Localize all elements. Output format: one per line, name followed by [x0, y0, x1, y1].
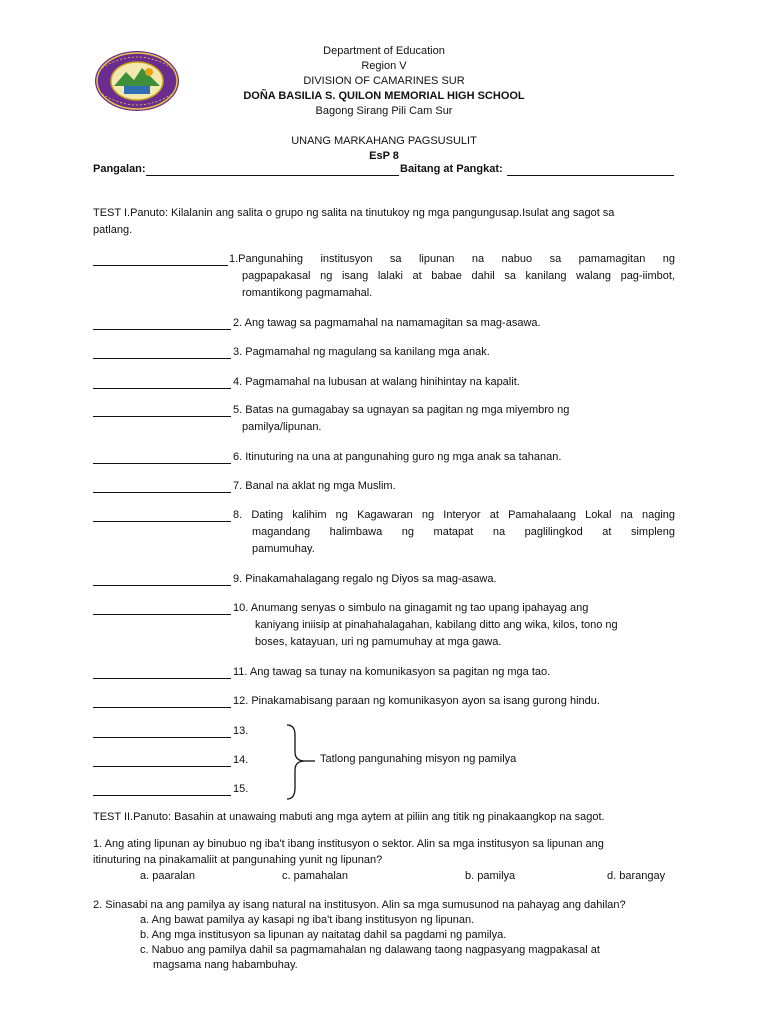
item-8: 8. Dating kalihim ng Kagawaran ng Interyor at Pamahalaang Lokal na naging: [233, 509, 675, 521]
answer-blank-15[interactable]: [93, 795, 231, 796]
header-department: Department of Education: [323, 45, 445, 57]
grade-section-label: Baitang at Pangkat:: [400, 163, 503, 175]
item-1: 1.Pangunahing institusyon sa lipunan na nabuo sa pamamagitan ng: [229, 253, 675, 265]
name-field[interactable]: [146, 175, 399, 176]
curly-brace-icon: [283, 722, 317, 802]
item-10-cont: kaniyang iniisip at pinahahalagahan, kabilang ditto ang wika, kilos, tono ng: [255, 619, 618, 631]
answer-blank-14[interactable]: [93, 766, 231, 767]
answer-blank-2[interactable]: [93, 329, 231, 330]
item-1-cont: pagpapakasal ng isang lalaki at babae dahil sa kanilang walang pag-iimbot,: [242, 270, 675, 282]
item-2: 2. Ang tawag sa pagmamahal na namamagitan sa mag-asawa.: [233, 317, 541, 329]
q1-option-a[interactable]: a. paaralan: [140, 870, 196, 882]
item-3: 3. Pagmamahal ng magulang sa kanilang mga anak.: [233, 346, 490, 358]
test1-instruction-cont: patlang.: [93, 224, 133, 236]
item-5-cont: pamilya/lipunan.: [242, 421, 322, 433]
question-1-cont: itinuturing na pinakamaliit at pangunahing yunit ng lipunan?: [93, 854, 383, 866]
answer-blank-8[interactable]: [93, 521, 231, 522]
answer-blank-9[interactable]: [93, 585, 231, 586]
answer-blank-6[interactable]: [93, 463, 231, 464]
answer-blank-12[interactable]: [93, 707, 231, 708]
question-2: 2. Sinasabi na ang pamilya ay isang natural na institusyon. Alin sa mga sumusunod na pahayag ang dahilan?: [93, 899, 626, 911]
item-15: 15.: [233, 783, 249, 795]
exam-title: UNANG MARKAHANG PAGSUSULIT: [291, 135, 477, 147]
q2-option-b[interactable]: b. Ang mga institusyon sa lipunan ay naitatag dahil sa pagdami ng pamilya.: [140, 929, 507, 941]
q2-option-a[interactable]: a. Ang bawat pamilya ay kasapi ng iba't ibang institusyon ng lipunan.: [140, 914, 475, 926]
item-5: 5. Batas na gumagabay sa ugnayan sa pagitan ng mga miyembro ng: [233, 404, 570, 416]
answer-blank-5[interactable]: [93, 416, 231, 417]
item-9: 9. Pinakamahalagang regalo ng Diyos sa mag-asawa.: [233, 573, 497, 585]
name-label: Pangalan:: [93, 163, 146, 175]
items-13-15-label: Tatlong pangunahing misyon ng pamilya: [320, 753, 517, 765]
exam-subject: EsP 8: [369, 150, 399, 162]
header-address: Bagong Sirang Pili Cam Sur: [315, 105, 453, 117]
answer-blank-1[interactable]: [93, 265, 228, 266]
item-7: 7. Banal na aklat ng mga Muslim.: [233, 480, 396, 492]
q1-option-d[interactable]: d. barangay: [607, 870, 666, 882]
answer-blank-3[interactable]: [93, 358, 231, 359]
q1-option-c[interactable]: c. pamahalan: [282, 870, 349, 882]
test1-instruction: TEST I.Panuto: Kilalanin ang salita o grupo ng salita na tinutukoy ng mga pangungusap.Isulat ang sagot sa: [93, 207, 615, 219]
q2-option-c[interactable]: c. Nabuo ang pamilya dahil sa pagmamahalan ng dalawang taong nagpasyang magpakasal at: [140, 944, 600, 956]
item-8-cont2: pamumuhay.: [252, 543, 315, 555]
item-10-cont2: boses, katayuan, uri ng pamumuhay at mga gawa.: [255, 636, 502, 648]
q1-option-b[interactable]: b. pamilya: [465, 870, 516, 882]
item-8-cont: magandang halimbawa ng matapat na paglilingkod at simpleng: [252, 526, 675, 538]
item-12: 12. Pinakamabisang paraan ng komunikasyon ayon sa isang gurong hindu.: [233, 695, 600, 707]
item-10: 10. Anumang senyas o simbulo na ginagamit ng tao upang ipahayag ang: [233, 602, 589, 614]
item-6: 6. Itinuturing na una at pangunahing guro ng mga anak sa tahanan.: [233, 451, 562, 463]
answer-blank-7[interactable]: [93, 492, 231, 493]
answer-blank-10[interactable]: [93, 614, 231, 615]
item-11: 11. Ang tawag sa tunay na komunikasyon sa pagitan ng mga tao.: [233, 666, 551, 678]
question-1: 1. Ang ating lipunan ay binubuo ng iba't ibang institusyon o sektor. Alin sa mga institusyon sa lipunan ang: [93, 838, 604, 850]
answer-blank-4[interactable]: [93, 388, 231, 389]
item-4: 4. Pagmamahal na lubusan at walang hinihintay na kapalit.: [233, 376, 520, 388]
q2-option-c-cont: magsama nang habambuhay.: [153, 959, 298, 971]
item-1-cont2: romantikong pagmamahal.: [242, 287, 373, 299]
answer-blank-11[interactable]: [93, 678, 231, 679]
grade-section-field[interactable]: [507, 175, 674, 176]
header-region: Region V: [361, 60, 407, 72]
header-school: DOÑA BASILIA S. QUILON MEMORIAL HIGH SCHOOL: [243, 90, 525, 102]
answer-blank-13[interactable]: [93, 737, 231, 738]
item-14: 14.: [233, 754, 249, 766]
header-division: DIVISION OF CAMARINES SUR: [303, 75, 465, 87]
item-13: 13.: [233, 725, 249, 737]
test2-instruction: TEST II.Panuto: Basahin at unawaing mabuti ang mga aytem at piliin ang titik ng pinakaangkop na sagot.: [93, 811, 605, 823]
